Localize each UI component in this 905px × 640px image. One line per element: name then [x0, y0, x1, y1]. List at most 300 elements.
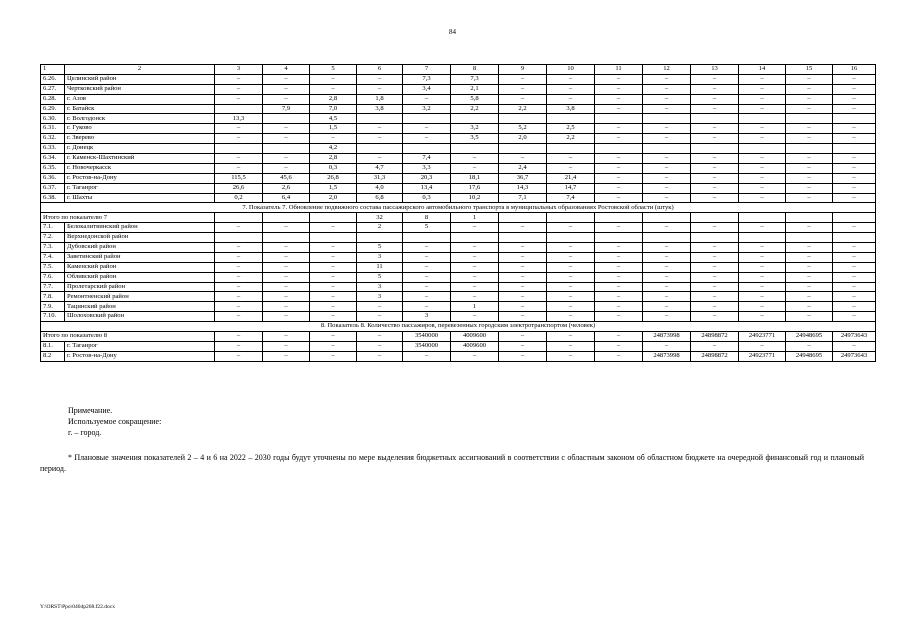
table-cell: – [310, 332, 357, 342]
table-cell: – [547, 84, 595, 94]
table-cell: 2,8 [310, 94, 357, 104]
table-cell: – [595, 104, 643, 114]
table-cell: 18,1 [451, 173, 499, 183]
table-cell: – [310, 351, 357, 361]
table-cell: – [643, 154, 691, 164]
table-cell: – [643, 252, 691, 262]
table-cell: – [215, 332, 263, 342]
table-cell: – [595, 302, 643, 312]
table-cell: – [499, 74, 547, 84]
table-cell: – [451, 282, 499, 292]
table-cell: 2,2 [499, 104, 547, 114]
table-cell [547, 144, 595, 154]
table-cell [403, 114, 451, 124]
row-name: г. Батайск [65, 104, 215, 114]
table-cell: – [739, 74, 786, 84]
table-cell: – [739, 163, 786, 173]
table-cell: 36,7 [499, 173, 547, 183]
table-cell: – [739, 252, 786, 262]
column-number: 16 [833, 65, 876, 75]
table-cell: – [786, 292, 833, 302]
table-cell: 1,5 [310, 124, 357, 134]
table-cell: – [263, 341, 310, 351]
table-cell: – [786, 302, 833, 312]
table-cell: – [691, 104, 739, 114]
table-cell [833, 144, 876, 154]
row-number: 8.1. [41, 341, 65, 351]
table-cell: – [263, 223, 310, 233]
table-cell: – [595, 124, 643, 134]
table-row [41, 233, 876, 243]
table-cell [691, 114, 739, 124]
table-cell: 7,0 [310, 104, 357, 114]
table-cell: – [403, 94, 451, 104]
table-header-row [41, 65, 876, 75]
table-row [41, 223, 876, 233]
table-cell [786, 144, 833, 154]
table-cell: 6,8 [357, 193, 403, 203]
table-cell: – [215, 124, 263, 134]
table-cell: – [691, 292, 739, 302]
table-cell [595, 144, 643, 154]
table-cell: – [739, 243, 786, 253]
column-number: 7 [403, 65, 451, 75]
table-cell: – [499, 282, 547, 292]
table-cell: – [739, 312, 786, 322]
table-row [41, 282, 876, 292]
table-cell: – [499, 341, 547, 351]
table-cell [263, 213, 310, 223]
table-cell: – [499, 351, 547, 361]
table-cell [499, 114, 547, 124]
section-title: 7. Показатель 7. Обновление подвижного состава пассажирского автомобильного транспорта в муниципальных образованиях Ростовской области (штук) [41, 203, 876, 213]
row-number: 7.10. [41, 312, 65, 322]
column-number: 4 [263, 65, 310, 75]
table-cell: 1,5 [310, 183, 357, 193]
table-cell: 21,4 [547, 173, 595, 183]
table-cell: – [547, 94, 595, 104]
column-number: 11 [595, 65, 643, 75]
table-cell: – [691, 282, 739, 292]
column-number: 10 [547, 65, 595, 75]
table-cell [833, 233, 876, 243]
table-cell: – [357, 124, 403, 134]
table-cell: – [499, 272, 547, 282]
table-cell: – [595, 351, 643, 361]
table-cell: 11 [357, 262, 403, 272]
table-cell [215, 233, 263, 243]
table-cell [739, 213, 786, 223]
table-cell: – [643, 134, 691, 144]
table-cell: – [691, 183, 739, 193]
row-number: 7.5. [41, 262, 65, 272]
table-cell: 2,8 [310, 154, 357, 164]
row-number: 6.34. [41, 154, 65, 164]
total-label: Итого по показателю 7 [41, 213, 215, 223]
table-cell: – [691, 134, 739, 144]
table-cell: – [691, 302, 739, 312]
table-cell [403, 144, 451, 154]
table-cell: – [310, 262, 357, 272]
total-label: Итого по показателю 8 [41, 332, 215, 342]
table-cell: – [786, 84, 833, 94]
section-row [41, 203, 876, 213]
table-cell: 5 [403, 223, 451, 233]
table-cell: – [215, 302, 263, 312]
table-cell: – [833, 193, 876, 203]
table-cell: – [833, 223, 876, 233]
table-cell: – [643, 173, 691, 183]
row-name: Белокалитвинский район [65, 223, 215, 233]
table-cell: – [403, 243, 451, 253]
table-cell: 7,3 [403, 74, 451, 84]
notes-title: Примечание. [68, 406, 113, 415]
table-cell: – [310, 341, 357, 351]
table-cell: – [547, 272, 595, 282]
table-cell: 13,3 [215, 114, 263, 124]
row-number: 7.3. [41, 243, 65, 253]
table-cell [739, 114, 786, 124]
table-row [41, 312, 876, 322]
row-number: 6.31. [41, 124, 65, 134]
row-number: 6.38. [41, 193, 65, 203]
table-cell: – [403, 282, 451, 292]
table-row [41, 302, 876, 312]
table-cell: 31,3 [357, 173, 403, 183]
table-cell: – [595, 292, 643, 302]
table-cell: 2,4 [499, 163, 547, 173]
table-cell: – [451, 292, 499, 302]
table-cell: 24873998 [643, 332, 691, 342]
abbr-intro: Используемое сокращение: [68, 417, 162, 426]
table-cell: 24898872 [691, 351, 739, 361]
table-cell: – [451, 272, 499, 282]
table-cell: 3 [403, 312, 451, 322]
table-cell: – [595, 84, 643, 94]
column-number: 13 [691, 65, 739, 75]
table-row [41, 183, 876, 193]
table-cell: – [691, 312, 739, 322]
table-cell: – [357, 74, 403, 84]
row-name: г. Азов [65, 94, 215, 104]
table-cell [310, 213, 357, 223]
table-cell: – [263, 94, 310, 104]
table-cell [357, 144, 403, 154]
row-name: Тацинский район [65, 302, 215, 312]
row-name: Ремонтненский район [65, 292, 215, 302]
row-number: 7.7. [41, 282, 65, 292]
table-row [41, 144, 876, 154]
table-row [41, 114, 876, 124]
table-cell: – [499, 223, 547, 233]
table-cell: – [357, 332, 403, 342]
table-cell: – [786, 163, 833, 173]
table-cell: – [643, 302, 691, 312]
table-cell: – [833, 134, 876, 144]
table-cell: – [215, 243, 263, 253]
table-cell: – [263, 272, 310, 282]
table-cell: 26,6 [215, 183, 263, 193]
table-cell: – [499, 312, 547, 322]
table-cell: – [499, 94, 547, 104]
table-cell [691, 233, 739, 243]
table-row [41, 163, 876, 173]
table-row [41, 272, 876, 282]
table-cell [595, 213, 643, 223]
table-cell: – [739, 183, 786, 193]
table-cell: 3540000 [403, 341, 451, 351]
row-number: 8.2 [41, 351, 65, 361]
table-cell: – [739, 272, 786, 282]
table-cell [403, 233, 451, 243]
table-cell: – [499, 243, 547, 253]
row-name: г. Ростов-на-Дону [65, 173, 215, 183]
table-cell: – [833, 272, 876, 282]
row-name: Каменский район [65, 262, 215, 272]
table-cell: – [547, 332, 595, 342]
table-cell: – [739, 341, 786, 351]
table-cell [643, 114, 691, 124]
table-cell: – [357, 312, 403, 322]
table-cell [263, 114, 310, 124]
table-cell [451, 233, 499, 243]
row-number: 6.35. [41, 163, 65, 173]
table-cell: – [263, 302, 310, 312]
table-cell: – [357, 84, 403, 94]
row-number: 7.8. [41, 292, 65, 302]
table-cell: – [547, 163, 595, 173]
row-name: г. Шахты [65, 193, 215, 203]
table-cell: – [691, 173, 739, 183]
table-cell: – [451, 312, 499, 322]
row-number: 6.26. [41, 74, 65, 84]
table-cell: – [739, 292, 786, 302]
table-cell: 2,1 [451, 84, 499, 94]
table-cell: 24873998 [643, 351, 691, 361]
section-row [41, 322, 876, 332]
table-cell [451, 114, 499, 124]
table-cell: – [215, 74, 263, 84]
table-cell: – [595, 282, 643, 292]
table-cell: – [643, 292, 691, 302]
table-cell: – [786, 282, 833, 292]
table-cell: – [833, 173, 876, 183]
table-cell: – [263, 154, 310, 164]
table-cell: – [310, 243, 357, 253]
table-cell: – [310, 134, 357, 144]
table-cell: – [499, 292, 547, 302]
row-name: Целинский район [65, 74, 215, 84]
table-cell: – [451, 262, 499, 272]
table-cell [215, 213, 263, 223]
table-cell: – [310, 312, 357, 322]
table-row [41, 292, 876, 302]
table-cell: – [643, 94, 691, 104]
table-cell [786, 213, 833, 223]
table-cell: – [739, 173, 786, 183]
table-row [41, 104, 876, 114]
table-cell: – [833, 243, 876, 253]
table-cell: – [595, 243, 643, 253]
table-cell: – [643, 312, 691, 322]
table-row [41, 243, 876, 253]
table-cell: 17,6 [451, 183, 499, 193]
table-cell: 5 [357, 243, 403, 253]
table-cell [357, 233, 403, 243]
table-cell [451, 144, 499, 154]
table-cell: – [691, 74, 739, 84]
table-cell: 32 [357, 213, 403, 223]
table-row [41, 84, 876, 94]
table-row [41, 262, 876, 272]
table-cell: – [691, 272, 739, 282]
row-number: 6.29. [41, 104, 65, 114]
column-number: 15 [786, 65, 833, 75]
table-cell: – [833, 183, 876, 193]
table-cell [310, 233, 357, 243]
table-cell: – [786, 252, 833, 262]
table-cell: – [833, 252, 876, 262]
table-cell [595, 233, 643, 243]
table-cell [499, 213, 547, 223]
table-cell: – [451, 351, 499, 361]
table-row [41, 134, 876, 144]
table-cell: – [263, 351, 310, 361]
table-cell: 2,5 [547, 124, 595, 134]
table-cell: 14,3 [499, 183, 547, 193]
table-cell: – [547, 312, 595, 322]
table-cell: 24898872 [691, 332, 739, 342]
table-cell: – [739, 84, 786, 94]
table-cell: – [643, 74, 691, 84]
row-name: Верхнедонской район [65, 233, 215, 243]
column-number: 1 [41, 65, 65, 75]
table-cell: – [595, 94, 643, 104]
table-cell: – [310, 292, 357, 302]
table-cell: 2,6 [263, 183, 310, 193]
table-cell [833, 114, 876, 124]
row-name: г. Донецк [65, 144, 215, 154]
table-cell [691, 144, 739, 154]
table-cell: 4009600 [451, 332, 499, 342]
table-cell: – [499, 262, 547, 272]
table-cell: 3,5 [451, 134, 499, 144]
notes-block [68, 405, 868, 438]
column-number: 5 [310, 65, 357, 75]
table-cell: – [786, 312, 833, 322]
table-cell: – [595, 272, 643, 282]
row-number: 6.28. [41, 94, 65, 104]
table-cell: – [215, 154, 263, 164]
table-cell: – [691, 252, 739, 262]
row-name: г. Зверево [65, 134, 215, 144]
table-cell: – [833, 84, 876, 94]
row-number: 6.27. [41, 84, 65, 94]
table-cell: 24948695 [786, 351, 833, 361]
table-cell: – [786, 134, 833, 144]
table-cell: – [691, 243, 739, 253]
table-cell: – [786, 223, 833, 233]
table-cell: – [786, 173, 833, 183]
table-cell: – [833, 154, 876, 164]
table-cell: 0,2 [215, 193, 263, 203]
table-cell: 7,3 [451, 74, 499, 84]
table-cell [547, 213, 595, 223]
row-name: Заветинский район [65, 252, 215, 262]
table-cell: – [833, 262, 876, 272]
table-cell: – [691, 94, 739, 104]
row-number: 6.32. [41, 134, 65, 144]
table-cell [499, 233, 547, 243]
table-cell: – [215, 351, 263, 361]
table-cell [643, 144, 691, 154]
table-cell: – [263, 134, 310, 144]
column-number: 12 [643, 65, 691, 75]
table-cell: 24973643 [833, 351, 876, 361]
table-cell: – [786, 183, 833, 193]
row-name: г. Каменск-Шахтинский [65, 154, 215, 164]
table-cell: 3,8 [547, 104, 595, 114]
table-cell: 13,4 [403, 183, 451, 193]
table-cell [499, 144, 547, 154]
page-number: 84 [449, 28, 456, 36]
table-row [41, 154, 876, 164]
table-cell: – [263, 243, 310, 253]
table-cell: – [786, 124, 833, 134]
table-cell: – [739, 262, 786, 272]
table-cell: – [739, 302, 786, 312]
table-cell: – [547, 341, 595, 351]
indicators-table [40, 64, 876, 362]
row-name: Шолоховский район [65, 312, 215, 322]
table-cell: – [451, 154, 499, 164]
row-number: 7.1. [41, 223, 65, 233]
table-cell: – [547, 223, 595, 233]
table-cell: 24948695 [786, 332, 833, 342]
row-number: 7.9. [41, 302, 65, 312]
table-cell: 4009600 [451, 341, 499, 351]
footnote: * Плановые значения показателей 2 – 4 и 6 на 2022 – 2030 годы будут уточнены по мере выделения бюджетных ассигнований в соответствии с областным законом об областном бюджете на очередной финансовый год и плановый период. [40, 453, 864, 473]
table-cell: – [451, 243, 499, 253]
table-cell: – [215, 163, 263, 173]
table-cell: – [451, 223, 499, 233]
section-title: 8. Показатель 8. Количество пассажиров, перевезенных городским электротранспортом (человек) [41, 322, 876, 332]
table-row [41, 94, 876, 104]
table-cell: 1,8 [357, 94, 403, 104]
table-cell: 2,2 [547, 134, 595, 144]
row-number: 7.2. [41, 233, 65, 243]
table-cell: 4,5 [310, 114, 357, 124]
table-cell: – [786, 154, 833, 164]
table-cell: – [263, 282, 310, 292]
table-cell: 8 [403, 213, 451, 223]
table-cell [643, 233, 691, 243]
table-row [41, 193, 876, 203]
table-cell: – [547, 282, 595, 292]
column-number: 6 [357, 65, 403, 75]
table-cell: 26,8 [310, 173, 357, 183]
table-cell: – [786, 104, 833, 114]
table-cell: – [215, 262, 263, 272]
table-cell: 3,2 [451, 124, 499, 134]
table-cell: 3 [357, 282, 403, 292]
row-name: г. Таганрог [65, 183, 215, 193]
table-cell: – [357, 154, 403, 164]
table-cell: – [499, 302, 547, 312]
table-cell: – [691, 84, 739, 94]
table-cell: 45,6 [263, 173, 310, 183]
row-name: Пролетарский район [65, 282, 215, 292]
